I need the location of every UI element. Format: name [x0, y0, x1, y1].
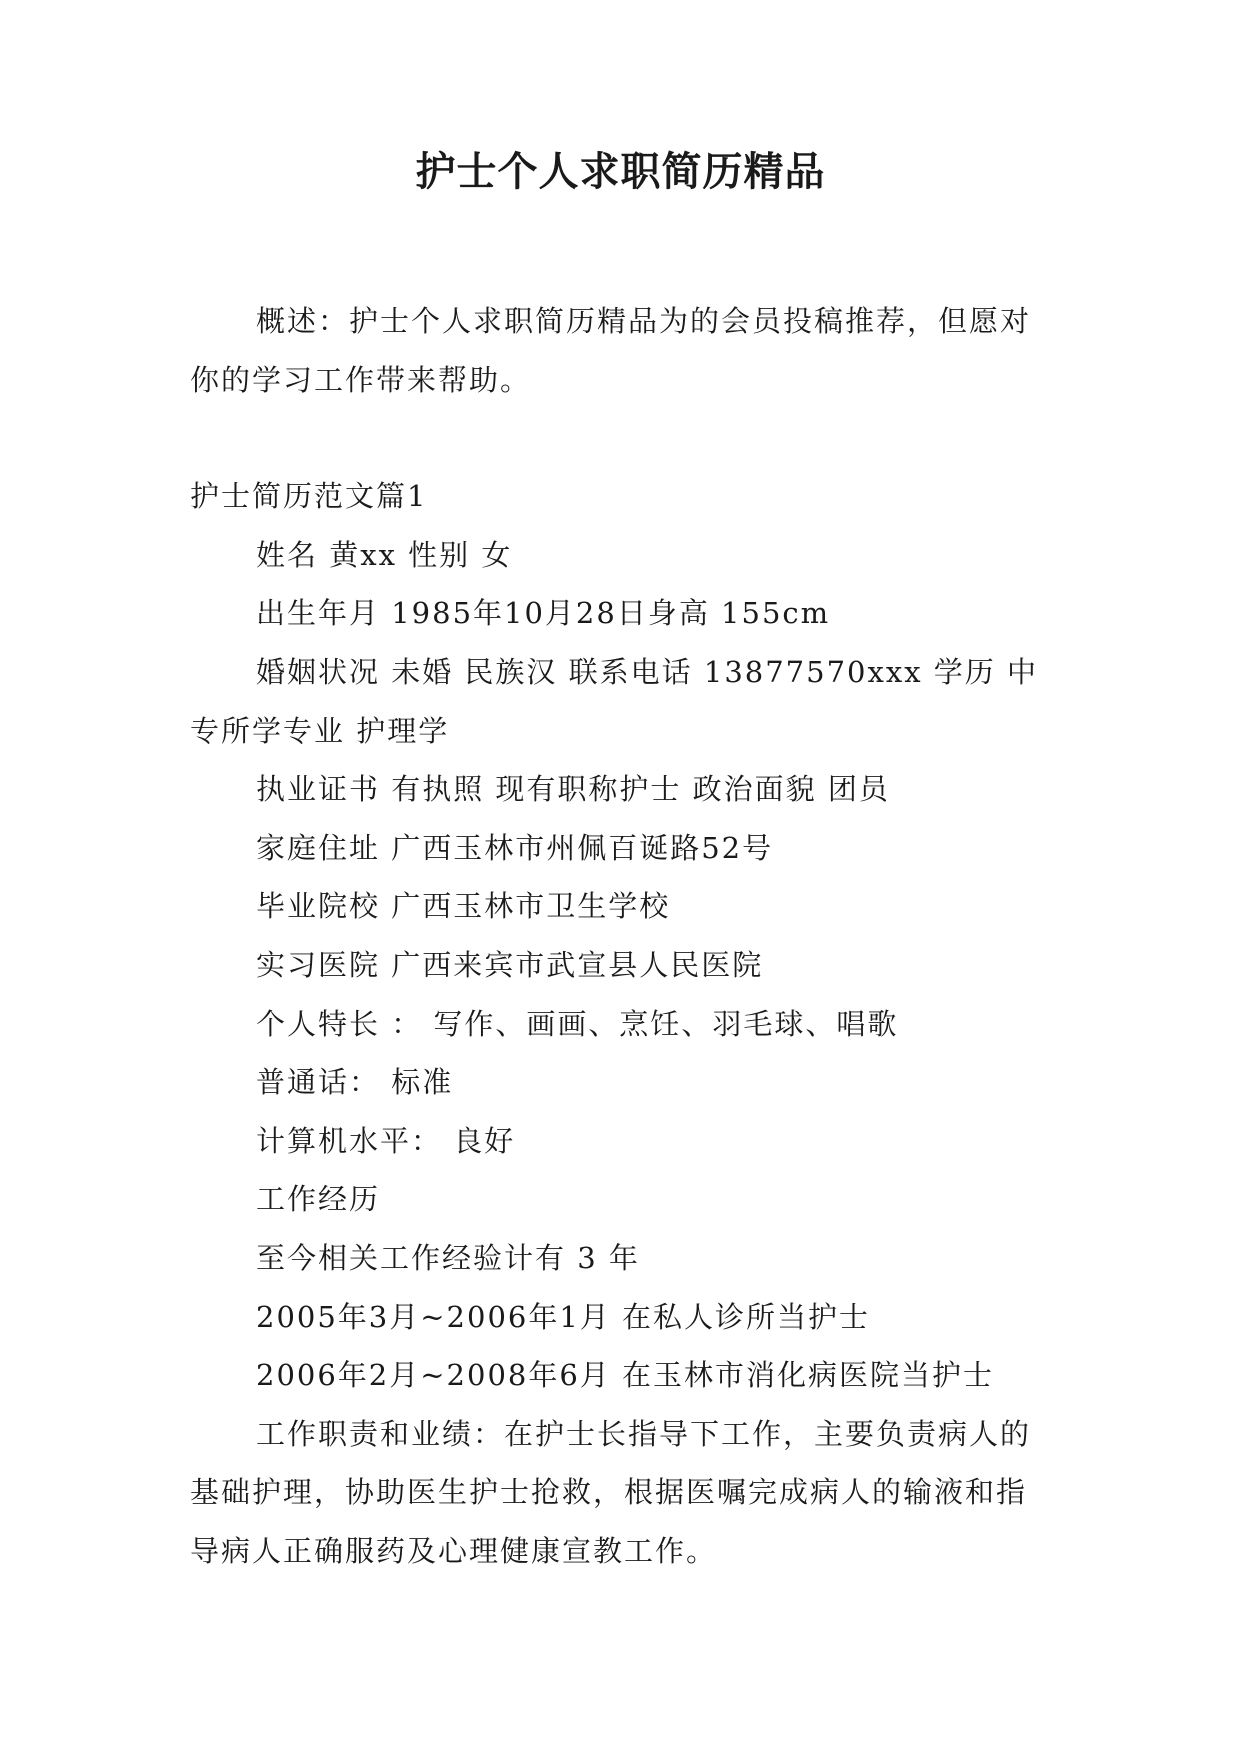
document-title: 护士个人求职简历精品: [415, 149, 826, 195]
line-personal-skills: 个人特长 ： 写作、画画、烹饪、羽毛球、唱歌: [256, 1006, 899, 1041]
line-experience-years: 至今相关工作经验计有 3 年: [256, 1240, 640, 1275]
line-computer-level: 计算机水平： 良好: [256, 1123, 516, 1158]
line-duties-achievements: 工作职责和业绩：在护士长指导下工作，主要负责病人的基础护理，协助医生护士抢救，根据医嘱完成病人的输液和指导病人正确服药及心理健康宣教工作。: [190, 1416, 1032, 1568]
line-work-history-heading: 工作经历: [256, 1182, 381, 1217]
line-birth-height: 出生年月 1985年10月28日身高 155cm: [256, 596, 831, 631]
section-heading: 护士简历范文篇1: [190, 479, 428, 514]
line-name-gender: 姓名 黄xx 性别 女: [256, 537, 513, 572]
document-body: [190, 292, 1052, 1580]
line-mandarin-level: 普通话： 标准: [256, 1065, 454, 1100]
line-graduation-school: 毕业院校 广西玉林市卫生学校: [256, 889, 671, 924]
line-internship-hospital: 实习医院 广西来宾市武宣县人民医院: [256, 947, 764, 982]
line-license-title-politics: 执业证书 有执照 现有职称护士 政治面貌 团员: [256, 772, 890, 807]
line-job-1: 2005年3月~2006年1月 在私人诊所当护士: [256, 1299, 871, 1334]
line-job-2: 2006年2月~2008年6月 在玉林市消化病医院当护士: [256, 1358, 995, 1393]
line-home-address: 家庭住址 广西玉林市州佩百诞路52号: [256, 830, 774, 865]
line-marital-contact-education: 婚姻状况 未婚 民族汉 联系电话 13877570xxx 学历 中专所学专业 护理学: [190, 654, 1038, 748]
summary-paragraph: 概述：护士个人求职简历精品为的会员投稿推荐，但愿对你的学习工作带来帮助。: [190, 304, 1032, 397]
